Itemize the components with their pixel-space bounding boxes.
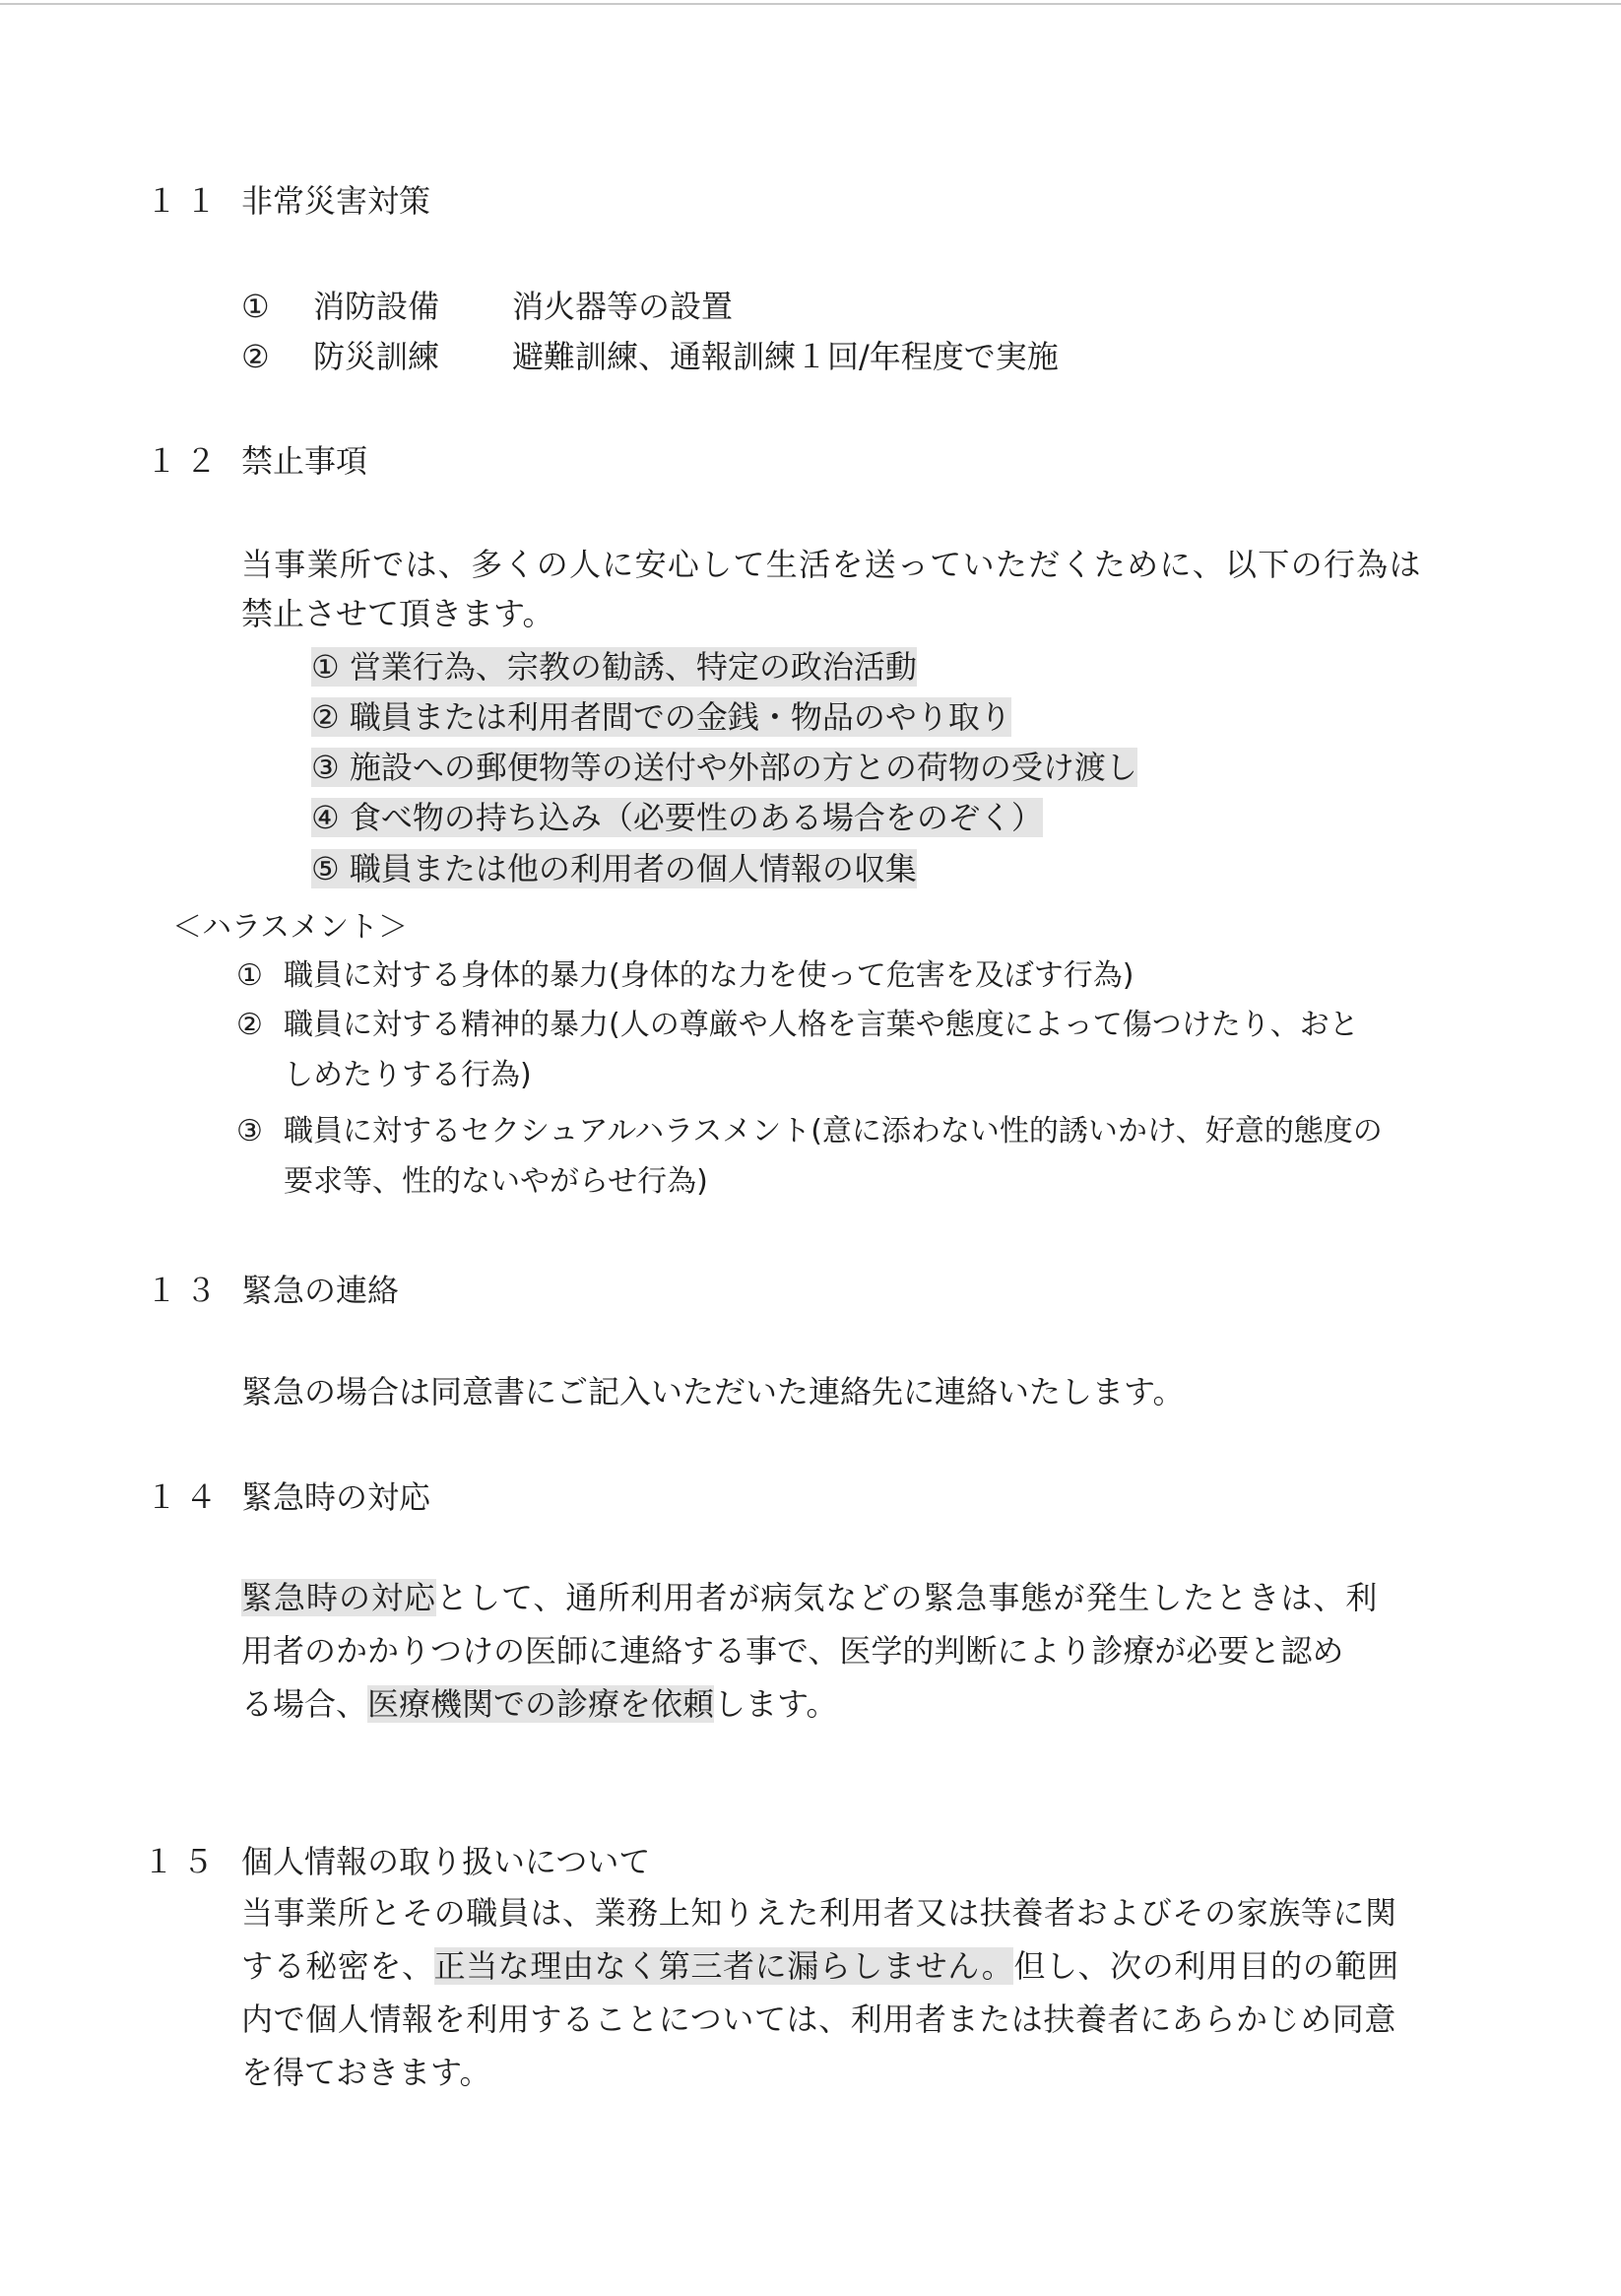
prohibited-item: ⑤ 職員または他の利用者の個人情報の収集 (311, 850, 917, 887)
scan-edge-line (0, 3, 1621, 5)
paragraph-line: 当事業所とその職員は、業務上知りえた利用者又は扶養者およびその家族等に関 (241, 1894, 1397, 1932)
section-title: 緊急時の対応 (241, 1478, 431, 1516)
section-number: １１ (146, 182, 226, 220)
paragraph-line: を得ておきます。 (241, 2054, 491, 2091)
section-number: １５ (143, 1843, 223, 1880)
highlighted-text: 緊急時の対応 (241, 1579, 437, 1616)
prohibited-item: ③ 施設への郵便物等の送付や外部の方との荷物の受け渡し (311, 749, 1137, 786)
section-number: １４ (146, 1478, 226, 1516)
paragraph-line: 内で個人情報を利用することについては、利用者または扶養者にあらかじめ同意 (241, 2001, 1396, 2038)
paragraph-line: 緊急の場合は同意書にご記入いただいた連絡先に連絡いたします。 (241, 1373, 1185, 1410)
highlighted-text: 正当な理由なく第三者に漏らしません。 (433, 1947, 1014, 1985)
section-title: 禁止事項 (241, 442, 368, 480)
section-title: 非常災害対策 (241, 182, 431, 220)
paragraph-line (241, 1578, 1378, 1617)
harassment-item-line: 要求等、性的ないやがらせ行為) (284, 1164, 708, 1199)
list-item-detail: 避難訓練、通報訓練１回/年程度で実施 (512, 338, 1059, 375)
text-run: 但し、次の利用目的の範囲 (1013, 1947, 1399, 1985)
text-run: として、通所利用者が病気などの緊急事態が発生したときは、利 (436, 1579, 1379, 1616)
harassment-item-line: 職員に対する身体的暴力(身体的な力を使って危害を及ぼす行為) (284, 958, 1135, 993)
text-run: します。 (714, 1685, 838, 1723)
list-marker: ③ (236, 1114, 263, 1148)
list-item-label: 消防設備 (313, 288, 440, 325)
prohibited-item: ① 営業行為、宗教の勧誘、特定の政治活動 (311, 648, 917, 686)
list-marker: ② (241, 338, 270, 375)
list-marker: ① (236, 958, 263, 993)
list-item-label: 防災訓練 (313, 338, 440, 375)
list-marker: ① (241, 288, 270, 325)
highlighted-text: 医療機関での診療を依頼 (367, 1685, 715, 1723)
harassment-heading: ＜ハラスメント＞ (172, 910, 409, 945)
section-title: 緊急の連絡 (241, 1272, 400, 1309)
harassment-item-line: 職員に対するセクシュアルハラスメント(意に添わない性的誘いかけ、好意的態度の (284, 1114, 1383, 1148)
paragraph-line: 当事業所では、多くの人に安心して生活を送っていただくために、以下の行為は (241, 546, 1422, 583)
text-run: る場合、 (241, 1685, 368, 1723)
prohibited-item: ④ 食べ物の持ち込み（必要性のある場合をのぞく） (311, 799, 1043, 836)
paragraph-line (241, 1684, 837, 1724)
prohibited-item: ② 職員または利用者間での金銭・物品のやり取り (311, 698, 1011, 736)
text-run: する秘密を、 (241, 1947, 434, 1985)
paragraph-line (241, 1946, 1399, 1986)
list-marker: ② (236, 1008, 263, 1042)
list-item-detail: 消火器等の設置 (512, 288, 734, 325)
harassment-item-line: しめたりする行為) (284, 1058, 532, 1092)
paragraph-line: 用者のかかりつけの医師に連絡する事で、医学的判断により診療が必要と認め (241, 1632, 1344, 1670)
section-number: １３ (146, 1272, 226, 1309)
section-title: 個人情報の取り扱いについて (241, 1843, 651, 1880)
harassment-item-line: 職員に対する精神的暴力(人の尊厳や人格を言葉や態度によって傷つけたり、おと (284, 1008, 1359, 1042)
paragraph-line: 禁止させて頂きます。 (241, 595, 554, 632)
section-number: １２ (146, 442, 226, 480)
